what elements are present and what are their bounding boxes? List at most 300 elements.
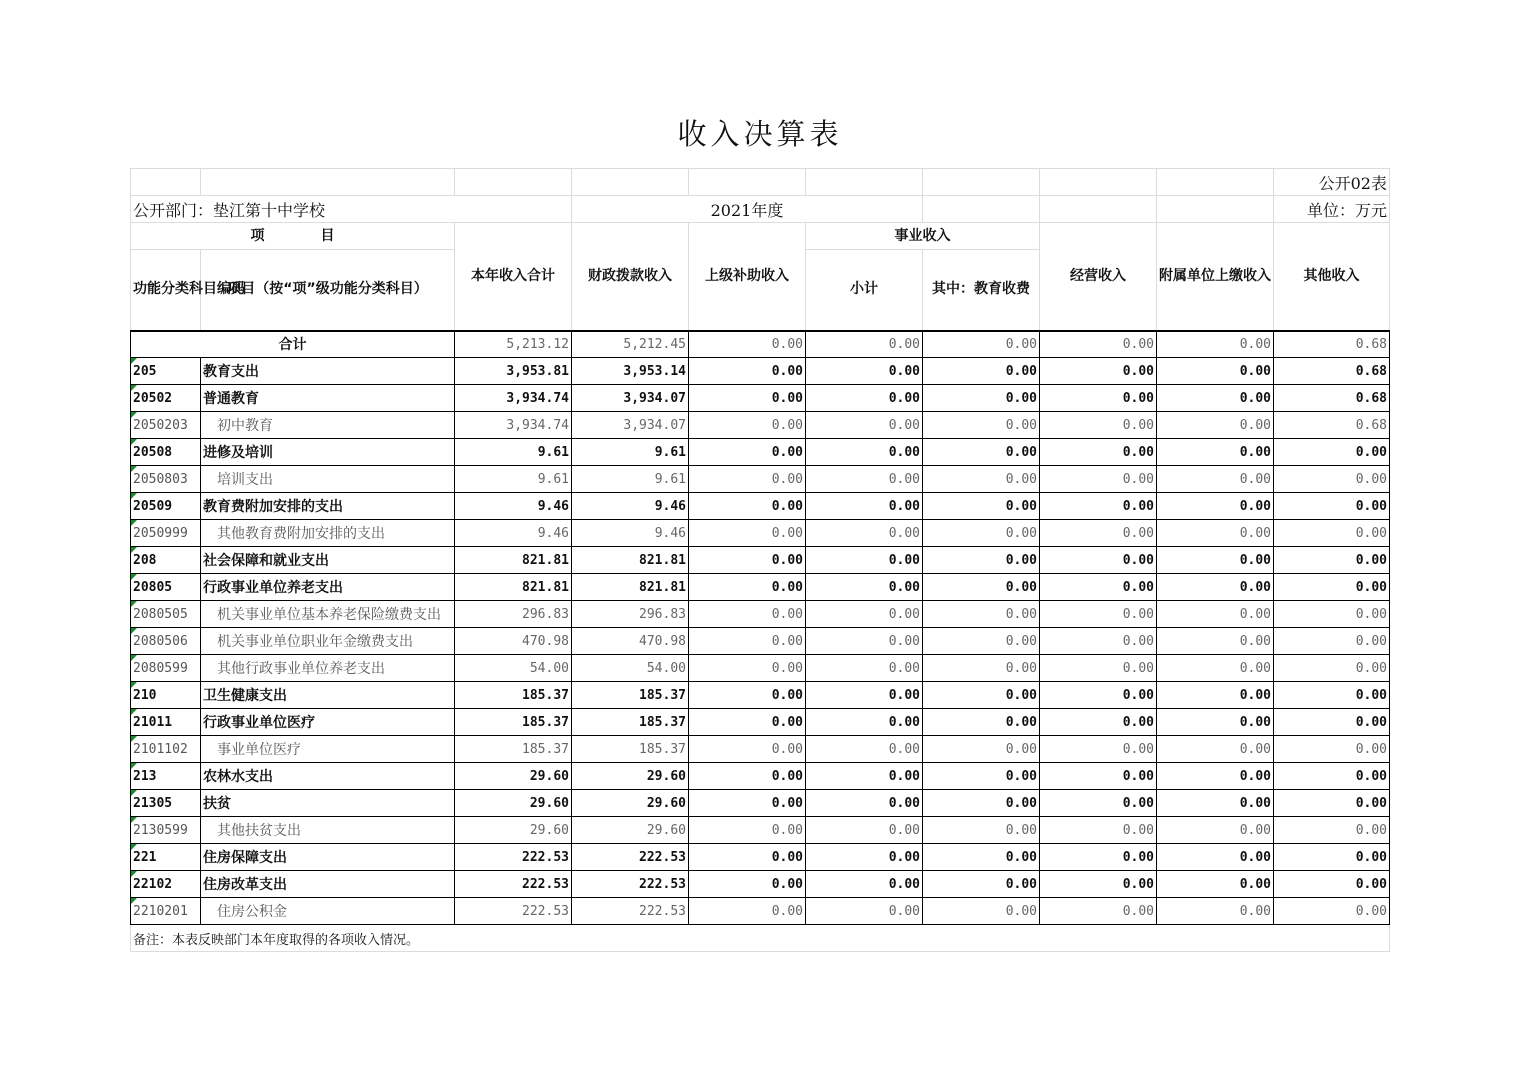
department-row xyxy=(131,196,1390,223)
row-value: 0.00 xyxy=(689,709,806,736)
row-code-text: 2050803 xyxy=(133,471,188,487)
row-value: 0.00 xyxy=(806,466,923,493)
row-value: 470.98 xyxy=(455,628,572,655)
row-value: 0.00 xyxy=(806,601,923,628)
cell-marker-icon xyxy=(131,439,137,445)
row-value: 3,953.14 xyxy=(572,358,689,385)
row-value: 222.53 xyxy=(455,871,572,898)
table-row xyxy=(131,817,1390,844)
row-value: 0.00 xyxy=(689,385,806,412)
row-name: 教育支出 xyxy=(201,358,455,385)
row-value: 0.00 xyxy=(806,898,923,925)
row-value: 0.00 xyxy=(1040,493,1157,520)
row-value: 0.00 xyxy=(1274,844,1390,871)
row-value: 0.00 xyxy=(1274,871,1390,898)
row-code-text: 208 xyxy=(133,552,157,568)
row-value: 9.46 xyxy=(572,520,689,547)
row-value: 0.00 xyxy=(806,871,923,898)
header-subtotal: 小计 xyxy=(806,250,923,331)
cell-marker-icon xyxy=(131,898,137,904)
table-row xyxy=(131,628,1390,655)
row-value: 821.81 xyxy=(455,547,572,574)
cell-marker-icon xyxy=(131,601,137,607)
cell-marker-icon xyxy=(131,547,137,553)
row-value: 29.60 xyxy=(455,790,572,817)
row-value: 0.00 xyxy=(689,574,806,601)
row-code xyxy=(131,493,201,520)
table-row xyxy=(131,871,1390,898)
row-value: 0.00 xyxy=(806,385,923,412)
row-value: 185.37 xyxy=(572,736,689,763)
row-value: 0.00 xyxy=(806,628,923,655)
cell-marker-icon xyxy=(131,763,137,769)
cell-marker-icon xyxy=(131,655,137,661)
row-value: 0.00 xyxy=(689,736,806,763)
row-value: 0.00 xyxy=(1274,493,1390,520)
table-row xyxy=(131,358,1390,385)
row-value: 0.00 xyxy=(689,871,806,898)
row-name: 社会保障和就业支出 xyxy=(201,547,455,574)
row-value: 0.00 xyxy=(806,412,923,439)
row-value: 0.00 xyxy=(806,493,923,520)
table-row xyxy=(131,493,1390,520)
row-value: 0.00 xyxy=(923,412,1040,439)
row-value: 222.53 xyxy=(455,898,572,925)
row-name: 住房改革支出 xyxy=(201,871,455,898)
table-row xyxy=(131,466,1390,493)
row-value: 0.00 xyxy=(923,466,1040,493)
row-name: 初中教育 xyxy=(201,412,455,439)
row-value: 0.00 xyxy=(1157,709,1274,736)
cell-marker-icon xyxy=(131,736,137,742)
row-value: 185.37 xyxy=(455,736,572,763)
row-value: 0.00 xyxy=(923,655,1040,682)
note-row xyxy=(131,925,1390,952)
total-cell: 0.00 xyxy=(1157,331,1274,358)
row-value: 185.37 xyxy=(455,682,572,709)
table-row xyxy=(131,682,1390,709)
row-code-text: 2080505 xyxy=(133,606,188,622)
row-name: 住房公积金 xyxy=(201,898,455,925)
row-name: 其他教育费附加安排的支出 xyxy=(201,520,455,547)
row-value: 0.00 xyxy=(689,601,806,628)
header-affiliated: 附属单位上缴收入 xyxy=(1157,223,1274,331)
table-row xyxy=(131,574,1390,601)
row-name: 行政事业单位医疗 xyxy=(201,709,455,736)
unit-label: 单位：万元 xyxy=(1274,196,1390,223)
header-total: 本年收入合计 xyxy=(455,223,572,331)
row-value: 0.00 xyxy=(806,358,923,385)
row-value: 29.60 xyxy=(572,763,689,790)
row-code-text: 205 xyxy=(133,363,157,379)
row-name: 培训支出 xyxy=(201,466,455,493)
total-cell: 5,212.45 xyxy=(572,331,689,358)
row-code-text: 20508 xyxy=(133,444,173,460)
row-value: 0.68 xyxy=(1274,385,1390,412)
row-value: 0.00 xyxy=(806,709,923,736)
row-value: 0.00 xyxy=(1157,763,1274,790)
row-value: 0.00 xyxy=(1274,763,1390,790)
row-value: 0.00 xyxy=(689,844,806,871)
row-value: 185.37 xyxy=(572,682,689,709)
row-value: 29.60 xyxy=(572,817,689,844)
table-row xyxy=(131,655,1390,682)
row-value: 0.00 xyxy=(1157,358,1274,385)
cell-marker-icon xyxy=(131,466,137,472)
row-value: 0.00 xyxy=(923,628,1040,655)
income-table xyxy=(130,168,1390,952)
row-code-text: 213 xyxy=(133,768,157,784)
total-cell: 5,213.12 xyxy=(455,331,572,358)
row-value: 0.00 xyxy=(923,439,1040,466)
row-value: 3,934.74 xyxy=(455,385,572,412)
row-value: 54.00 xyxy=(455,655,572,682)
row-value: 185.37 xyxy=(455,709,572,736)
row-value: 0.00 xyxy=(923,682,1040,709)
row-value: 29.60 xyxy=(455,763,572,790)
total-label: 合计 xyxy=(131,331,455,358)
row-code xyxy=(131,358,201,385)
cell-marker-icon xyxy=(131,412,137,418)
total-cell: 0.00 xyxy=(689,331,806,358)
row-code xyxy=(131,385,201,412)
row-value: 0.68 xyxy=(1274,358,1390,385)
row-code-text: 2050999 xyxy=(133,525,188,541)
row-value: 222.53 xyxy=(455,844,572,871)
total-row xyxy=(131,331,1390,358)
row-value: 9.61 xyxy=(572,439,689,466)
row-value: 821.81 xyxy=(455,574,572,601)
row-code xyxy=(131,763,201,790)
row-name: 卫生健康支出 xyxy=(201,682,455,709)
table-row xyxy=(131,412,1390,439)
row-value: 0.00 xyxy=(923,790,1040,817)
header-code: 功能分类科目编码 xyxy=(131,250,201,331)
row-value: 0.00 xyxy=(1157,682,1274,709)
row-value: 0.00 xyxy=(1040,655,1157,682)
row-value: 0.00 xyxy=(1157,574,1274,601)
cell-marker-icon xyxy=(131,682,137,688)
row-code xyxy=(131,412,201,439)
row-value: 0.00 xyxy=(923,844,1040,871)
row-code xyxy=(131,790,201,817)
header-edu-fee: 其中：教育收费 xyxy=(923,250,1040,331)
row-value: 0.00 xyxy=(1274,574,1390,601)
row-value: 29.60 xyxy=(455,817,572,844)
row-code-text: 22102 xyxy=(133,876,173,892)
row-value: 0.00 xyxy=(1157,520,1274,547)
table-row xyxy=(131,790,1390,817)
row-value: 0.00 xyxy=(923,520,1040,547)
row-value: 0.00 xyxy=(1157,493,1274,520)
row-value: 0.00 xyxy=(1157,736,1274,763)
row-value: 0.00 xyxy=(1040,709,1157,736)
row-code xyxy=(131,520,201,547)
row-value: 0.00 xyxy=(1040,898,1157,925)
row-name: 行政事业单位养老支出 xyxy=(201,574,455,601)
row-value: 0.00 xyxy=(806,655,923,682)
row-code-text: 221 xyxy=(133,849,157,865)
row-value: 296.83 xyxy=(572,601,689,628)
row-value: 0.00 xyxy=(1157,790,1274,817)
row-code xyxy=(131,898,201,925)
row-code-text: 20509 xyxy=(133,498,173,514)
row-code-text: 210 xyxy=(133,687,157,703)
row-code xyxy=(131,601,201,628)
fiscal-year: 2021年度 xyxy=(572,196,923,223)
row-value: 3,934.07 xyxy=(572,412,689,439)
row-value: 0.00 xyxy=(1157,412,1274,439)
row-value: 0.00 xyxy=(689,493,806,520)
row-value: 0.00 xyxy=(1157,655,1274,682)
row-value: 0.00 xyxy=(1274,898,1390,925)
form-number-row xyxy=(131,169,1390,196)
header-fiscal: 财政拨款收入 xyxy=(572,223,689,331)
row-value: 0.00 xyxy=(923,898,1040,925)
row-name: 进修及培训 xyxy=(201,439,455,466)
row-value: 54.00 xyxy=(572,655,689,682)
row-code xyxy=(131,466,201,493)
row-value: 9.46 xyxy=(455,493,572,520)
row-value: 3,953.81 xyxy=(455,358,572,385)
row-value: 0.00 xyxy=(1274,547,1390,574)
row-code-text: 21305 xyxy=(133,795,173,811)
row-value: 0.00 xyxy=(806,736,923,763)
table-row xyxy=(131,601,1390,628)
row-value: 9.46 xyxy=(455,520,572,547)
total-cell: 0.68 xyxy=(1274,331,1390,358)
row-value: 0.00 xyxy=(1274,628,1390,655)
row-code-text: 2101102 xyxy=(133,741,188,757)
row-code xyxy=(131,736,201,763)
row-value: 0.00 xyxy=(806,574,923,601)
form-number: 公开02表 xyxy=(1274,169,1390,196)
row-value: 470.98 xyxy=(572,628,689,655)
page-title: 收入决算表 xyxy=(677,117,843,151)
row-code xyxy=(131,817,201,844)
department-label: 公开部门：垫江第十中学校 xyxy=(131,196,572,223)
row-name: 其他扶贫支出 xyxy=(201,817,455,844)
row-name: 其他行政事业单位养老支出 xyxy=(201,655,455,682)
row-value: 0.00 xyxy=(689,439,806,466)
row-value: 3,934.07 xyxy=(572,385,689,412)
table-row xyxy=(131,763,1390,790)
row-value: 0.00 xyxy=(689,412,806,439)
row-value: 0.00 xyxy=(806,439,923,466)
row-value: 0.00 xyxy=(689,763,806,790)
table-row xyxy=(131,898,1390,925)
header-item: 项 目 xyxy=(131,223,455,250)
cell-marker-icon xyxy=(131,790,137,796)
row-value: 0.00 xyxy=(689,790,806,817)
row-value: 0.00 xyxy=(1157,547,1274,574)
row-code xyxy=(131,547,201,574)
row-name: 机关事业单位基本养老保险缴费支出 xyxy=(201,601,455,628)
header-business: 事业收入 xyxy=(806,223,1040,250)
row-value: 0.00 xyxy=(923,574,1040,601)
note-text: 备注：本表反映部门本年度取得的各项收入情况。 xyxy=(131,925,1390,952)
cell-marker-icon xyxy=(131,385,137,391)
row-value: 0.00 xyxy=(1274,709,1390,736)
row-value: 0.00 xyxy=(689,655,806,682)
row-value: 0.00 xyxy=(1040,844,1157,871)
cell-marker-icon xyxy=(131,358,137,364)
row-value: 0.00 xyxy=(1157,871,1274,898)
row-value: 296.83 xyxy=(455,601,572,628)
row-value: 0.00 xyxy=(1040,574,1157,601)
row-value: 0.00 xyxy=(1274,817,1390,844)
row-value: 0.00 xyxy=(1157,817,1274,844)
row-value: 0.68 xyxy=(1274,412,1390,439)
row-value: 0.00 xyxy=(1040,601,1157,628)
row-value: 0.00 xyxy=(1040,520,1157,547)
row-code xyxy=(131,655,201,682)
cell-marker-icon xyxy=(131,709,137,715)
row-value: 222.53 xyxy=(572,844,689,871)
row-value: 9.61 xyxy=(455,439,572,466)
row-value: 0.00 xyxy=(923,358,1040,385)
row-value: 0.00 xyxy=(923,871,1040,898)
row-value: 0.00 xyxy=(1157,628,1274,655)
total-cell: 0.00 xyxy=(1040,331,1157,358)
row-value: 0.00 xyxy=(689,817,806,844)
row-value: 0.00 xyxy=(806,520,923,547)
row-code-text: 2080599 xyxy=(133,660,188,676)
row-value: 0.00 xyxy=(689,682,806,709)
row-value: 0.00 xyxy=(806,547,923,574)
table-row xyxy=(131,439,1390,466)
cell-marker-icon xyxy=(131,871,137,877)
row-value: 0.00 xyxy=(689,547,806,574)
row-value: 821.81 xyxy=(572,574,689,601)
row-value: 0.00 xyxy=(1274,466,1390,493)
row-value: 0.00 xyxy=(1157,439,1274,466)
row-value: 0.00 xyxy=(923,763,1040,790)
row-code-text: 2080506 xyxy=(133,633,188,649)
row-value: 0.00 xyxy=(1040,817,1157,844)
row-value: 0.00 xyxy=(1274,601,1390,628)
row-value: 0.00 xyxy=(1040,439,1157,466)
row-value: 0.00 xyxy=(806,817,923,844)
row-value: 0.00 xyxy=(1274,736,1390,763)
row-value: 0.00 xyxy=(1040,547,1157,574)
row-value: 821.81 xyxy=(572,547,689,574)
row-value: 0.00 xyxy=(923,493,1040,520)
row-name: 住房保障支出 xyxy=(201,844,455,871)
row-value: 0.00 xyxy=(1157,466,1274,493)
row-value: 0.00 xyxy=(1040,628,1157,655)
total-cell: 0.00 xyxy=(806,331,923,358)
row-value: 0.00 xyxy=(689,520,806,547)
cell-marker-icon xyxy=(131,844,137,850)
row-code xyxy=(131,871,201,898)
cell-marker-icon xyxy=(131,628,137,634)
row-name: 教育费附加安排的支出 xyxy=(201,493,455,520)
header-row-1 xyxy=(131,223,1390,250)
row-name: 普通教育 xyxy=(201,385,455,412)
row-code xyxy=(131,682,201,709)
row-value: 0.00 xyxy=(1040,466,1157,493)
row-code-text: 2130599 xyxy=(133,822,188,838)
row-code-text: 2050203 xyxy=(133,417,188,433)
row-value: 0.00 xyxy=(689,628,806,655)
row-value: 0.00 xyxy=(1040,412,1157,439)
cell-marker-icon xyxy=(131,817,137,823)
table-row xyxy=(131,520,1390,547)
row-code xyxy=(131,574,201,601)
row-value: 0.00 xyxy=(1157,898,1274,925)
row-value: 0.00 xyxy=(1157,385,1274,412)
cell-marker-icon xyxy=(131,574,137,580)
row-code xyxy=(131,439,201,466)
row-name: 事业单位医疗 xyxy=(201,736,455,763)
row-value: 0.00 xyxy=(923,385,1040,412)
row-value: 0.00 xyxy=(1040,385,1157,412)
row-value: 0.00 xyxy=(1040,682,1157,709)
cell-marker-icon xyxy=(131,493,137,499)
row-value: 3,934.74 xyxy=(455,412,572,439)
row-value: 0.00 xyxy=(689,466,806,493)
table-row xyxy=(131,844,1390,871)
row-value: 0.00 xyxy=(1157,844,1274,871)
row-value: 0.00 xyxy=(923,709,1040,736)
header-operating: 经营收入 xyxy=(1040,223,1157,331)
row-value: 0.00 xyxy=(923,817,1040,844)
row-code xyxy=(131,709,201,736)
row-value: 0.00 xyxy=(806,790,923,817)
row-value: 185.37 xyxy=(572,709,689,736)
row-value: 0.00 xyxy=(1274,790,1390,817)
row-code-text: 20805 xyxy=(133,579,173,595)
row-value: 29.60 xyxy=(572,790,689,817)
table-row xyxy=(131,709,1390,736)
row-value: 0.00 xyxy=(1274,682,1390,709)
row-value: 9.46 xyxy=(572,493,689,520)
row-value: 0.00 xyxy=(1040,736,1157,763)
cell-marker-icon xyxy=(131,520,137,526)
row-name: 农林水支出 xyxy=(201,763,455,790)
total-cell: 0.00 xyxy=(923,331,1040,358)
row-code-text: 20502 xyxy=(133,390,173,406)
row-code-text: 21011 xyxy=(133,714,173,730)
row-value: 9.61 xyxy=(572,466,689,493)
row-value: 0.00 xyxy=(689,898,806,925)
row-value: 0.00 xyxy=(1157,601,1274,628)
header-other: 其他收入 xyxy=(1274,223,1390,331)
row-value: 0.00 xyxy=(806,763,923,790)
row-code xyxy=(131,844,201,871)
row-value: 0.00 xyxy=(923,601,1040,628)
row-value: 0.00 xyxy=(1040,871,1157,898)
row-name: 扶贫 xyxy=(201,790,455,817)
row-value: 0.00 xyxy=(1274,439,1390,466)
table-row xyxy=(131,385,1390,412)
row-value: 0.00 xyxy=(1274,655,1390,682)
table-row xyxy=(131,736,1390,763)
row-value: 0.00 xyxy=(923,547,1040,574)
row-code xyxy=(131,628,201,655)
row-value: 0.00 xyxy=(923,736,1040,763)
row-value: 0.00 xyxy=(806,844,923,871)
row-value: 222.53 xyxy=(572,871,689,898)
table-row xyxy=(131,547,1390,574)
header-name: 项目（按“项”级功能分类科目） xyxy=(201,250,455,331)
row-value: 222.53 xyxy=(572,898,689,925)
header-superior: 上级补助收入 xyxy=(689,223,806,331)
row-name: 机关事业单位职业年金缴费支出 xyxy=(201,628,455,655)
row-value: 0.00 xyxy=(806,682,923,709)
row-value: 0.00 xyxy=(689,358,806,385)
